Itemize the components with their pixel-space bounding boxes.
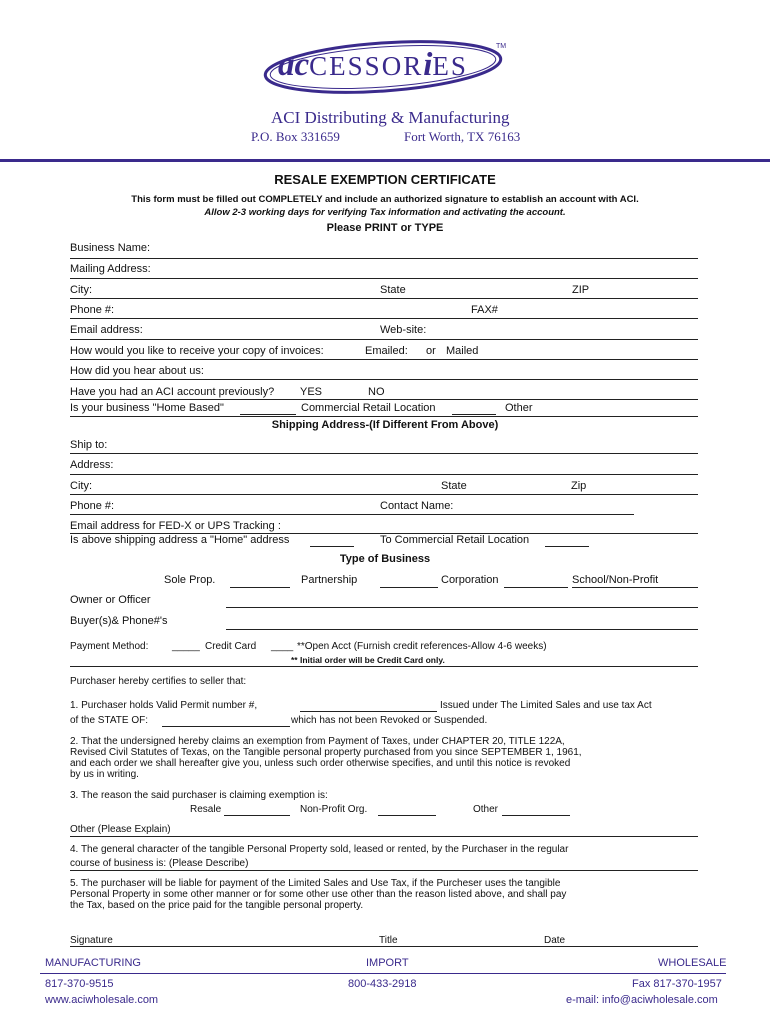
ship-city-label: City: (70, 480, 92, 492)
permit-label: 1. Purchaser holds Valid Permit number #, (70, 700, 258, 711)
other-reason-field[interactable] (502, 815, 570, 816)
footer-import: IMPORT (366, 957, 409, 969)
contact-name-label: Contact Name: (380, 500, 454, 512)
other-explain-label: Other (Please Explain) (70, 824, 171, 835)
other-explain-field[interactable] (70, 836, 698, 837)
ship-address-field[interactable] (70, 474, 698, 475)
home-based-label: Is your business "Home Based" (70, 402, 224, 414)
company-name: ACI Distributing & Manufacturing (271, 108, 510, 127)
exemption-reason-text: 3. The reason the said purchaser is claiming exemption is: (70, 790, 328, 801)
logo-es: ES (432, 51, 468, 81)
sole-prop-label: Sole Prop. (164, 574, 216, 586)
footer-email-link[interactable]: e-mail: info@aciwholesale.com (566, 994, 718, 1006)
date-label: Date (544, 935, 566, 946)
title-label: Title (379, 935, 398, 946)
ship-zip-label: Zip (571, 480, 587, 492)
ship-to-label: Ship to: (70, 439, 108, 451)
property-character-line1: 4. The general character of the tangible Personal Property sold, leased or rented, by the Purchaser in the regular (70, 844, 569, 855)
credit-card-blank[interactable]: _____ (172, 641, 200, 652)
footer-divider (40, 973, 726, 974)
footer-tollfree[interactable]: 800-433-2918 (348, 978, 417, 990)
property-character-line2: course of business is: (Please Describe) (70, 858, 249, 869)
hear-about-label: How did you hear about us: (70, 365, 204, 377)
footer-manufacturing: MANUFACTURING (45, 957, 141, 969)
city-state-zip-field[interactable] (70, 298, 698, 299)
prev-account-field[interactable] (70, 399, 698, 400)
prev-account-no[interactable]: NO (368, 386, 385, 398)
open-acct-blank[interactable]: ____ (271, 641, 294, 652)
shipping-heading: Shipping Address-(If Different From Above) (271, 419, 499, 431)
email-label: Email address: (70, 324, 143, 336)
liability-line3: the Tax, based on the price paid for the tangible personal property. (70, 900, 364, 911)
ship-phone-field[interactable] (70, 514, 634, 515)
trademark: TM (496, 43, 507, 50)
resale-field[interactable] (224, 815, 290, 816)
invoice-copy-field[interactable] (70, 359, 698, 360)
signature-label: Signature (70, 935, 113, 946)
footer-fax: Fax 817-370-1957 (632, 978, 722, 990)
exemption-paragraph-line1: 2. That the undersigned hereby claims an exemption from Payment of Taxes, under CHAPTER 20, TITLE 122A, (70, 736, 565, 747)
prev-account-label: Have you had an ACI account previously? (70, 386, 275, 398)
logo-i: i (423, 47, 433, 83)
mailing-address-label: Mailing Address: (70, 263, 151, 275)
owner-label: Owner or Officer (70, 594, 151, 606)
business-type-line (70, 416, 698, 417)
fax-label: FAX# (471, 304, 498, 316)
type-business-heading: Type of Business (339, 553, 431, 565)
business-name-label: Business Name: (70, 242, 151, 254)
nonprofit-option: Non-Profit Org. (300, 804, 368, 815)
invoice-copy-label: How would you like to receive your copy of invoices: (70, 345, 324, 357)
ship-phone-label: Phone #: (70, 500, 115, 512)
or-text: or (426, 345, 436, 357)
open-acct-option: **Open Acct (Furnish credit references-Allow 4-6 weeks) (297, 641, 547, 652)
logo-ac: ac (278, 47, 310, 83)
email-website-field[interactable] (70, 339, 698, 340)
permit-issued-text: Issued under The Limited Sales and use tax Act (440, 700, 652, 711)
liability-line2: Personal Property in some other manner or for some other use other than the reason listed above, and shall pay (70, 889, 567, 900)
payment-divider (70, 666, 698, 667)
home-address-label: Is above shipping address a "Home" address (70, 534, 290, 546)
logo-cessor: CESSOR (309, 51, 424, 81)
prev-account-yes[interactable]: YES (300, 386, 323, 398)
city-label: City: (70, 284, 92, 296)
resale-option: Resale (190, 804, 222, 815)
corporation-label: Corporation (441, 574, 499, 586)
other-option[interactable]: Other (505, 402, 533, 414)
logo (262, 38, 508, 100)
to-commercial-label: To Commercial Retail Location (380, 534, 530, 546)
mailing-address-field[interactable] (70, 278, 698, 279)
city-address: Fort Worth, TX 76163 (404, 129, 521, 144)
business-name-field[interactable] (70, 258, 698, 259)
ship-address-label: Address: (70, 459, 114, 471)
ship-state-label: State (441, 480, 467, 492)
home-based-blank[interactable] (240, 414, 296, 415)
buyers-label: Buyer(s)& Phone#'s (70, 615, 168, 627)
mailed-option[interactable]: Mailed (446, 345, 479, 357)
hear-about-field[interactable] (70, 379, 698, 380)
signature-field[interactable] (70, 946, 698, 947)
print-instruction: Please PRINT or TYPE (326, 222, 444, 234)
credit-card-option: Credit Card (205, 641, 257, 652)
nonprofit-field[interactable] (378, 815, 436, 816)
exemption-paragraph-line4: by us in writing. (70, 769, 139, 780)
ship-city-field[interactable] (70, 494, 698, 495)
payment-label: Payment Method: (70, 641, 149, 652)
property-description-field[interactable] (70, 870, 698, 871)
school-field[interactable] (572, 587, 698, 588)
home-address-blank[interactable] (310, 546, 354, 547)
cert-intro: Purchaser hereby certifies to seller that: (70, 676, 247, 687)
partnership-label: Partnership (301, 574, 358, 586)
initial-order-note: ** Initial order will be Credit Card only. (291, 655, 445, 665)
not-revoked-text: which has not been Revoked or Suspended. (291, 715, 488, 726)
footer-website-link[interactable]: www.aciwholesale.com (45, 994, 159, 1006)
commercial-blank[interactable] (452, 414, 496, 415)
zip-label: ZIP (572, 284, 590, 296)
form-notice-days: Allow 2-3 working days for verifying Tax information and activating the account. (204, 207, 566, 218)
phone-label: Phone #: (70, 304, 115, 316)
footer-wholesale: WHOLESALE (658, 957, 727, 969)
school-label: School/Non-Profit (572, 574, 659, 586)
partnership-field[interactable] (380, 587, 438, 588)
po-box: P.O. Box 331659 (251, 129, 340, 144)
emailed-option[interactable]: Emailed: (365, 345, 408, 357)
ship-to-field[interactable] (70, 453, 698, 454)
form-title: RESALE EXEMPTION CERTIFICATE (274, 172, 496, 187)
tracking-email-label: Email address for FED-X or UPS Tracking : (70, 520, 281, 532)
permit-number-field[interactable] (300, 711, 437, 712)
buyers-field[interactable] (226, 629, 698, 630)
website-label: Web-site: (380, 324, 427, 336)
exemption-paragraph-line3: and each order we shall hereafter give you, unless such order otherwise specifies, and until this notice is revoked (70, 758, 571, 769)
phone-fax-field[interactable] (70, 318, 698, 319)
commercial-option[interactable]: Commercial Retail Location (301, 402, 436, 414)
header-divider (0, 159, 770, 162)
footer-phone[interactable]: 817-370-9515 (45, 978, 114, 990)
to-commercial-blank[interactable] (545, 546, 589, 547)
corporation-field[interactable] (504, 587, 568, 588)
owner-field[interactable] (226, 607, 698, 608)
state-of-label: of the STATE OF: (70, 715, 148, 726)
other-reason-option: Other (473, 804, 499, 815)
exemption-paragraph-line2: Revised Civil Statutes of Texas, on the Tangible personal property purchased from you since SEPTEMBER 1, 1961, (70, 747, 582, 758)
sole-prop-field[interactable] (230, 587, 290, 588)
state-label: State (380, 284, 406, 296)
form-notice: This form must be filled out COMPLETELY and include an authorized signature to establish an account with ACI. (131, 194, 639, 205)
liability-line1: 5. The purchaser will be liable for payment of the Limited Sales and Use Tax, if the Purcheser uses the tangible (70, 878, 561, 889)
state-of-field[interactable] (162, 726, 290, 727)
